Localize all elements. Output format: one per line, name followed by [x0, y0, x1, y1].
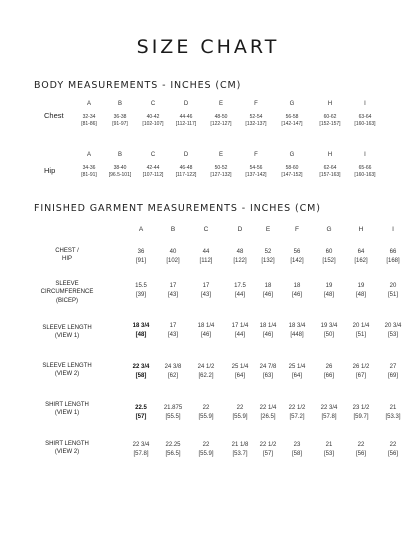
measurement-cell [201, 282, 211, 299]
measurement-cell [232, 322, 249, 339]
measurement-cell [133, 363, 150, 380]
measurement-inches: 58-60 [285, 165, 299, 171]
measurement-inches: 18 [293, 283, 301, 289]
garment-row-label-line: SLEEVE LENGTH [42, 325, 92, 331]
measurement-inches: 22 3/4 [132, 364, 150, 370]
measurement-cell [289, 322, 306, 339]
garment-measurements-heading: FINISHED GARMENT MEASUREMENTS - INCHES (CM) [34, 203, 321, 214]
measurement-inches: 46-48 [179, 165, 193, 171]
measurement-inches: 22.25 [165, 442, 181, 448]
measurement-inches: 56 [293, 249, 301, 255]
garment-row-label [32, 440, 102, 457]
measurement-inches: 54-56 [249, 165, 263, 171]
measurement-cell [81, 165, 97, 179]
measurement-cell [198, 441, 213, 458]
measurement-cm: [132-137] [245, 120, 267, 127]
measurement-cm: [62] [167, 372, 178, 379]
garment-row-label-line: SLEEVE LENGTH [42, 363, 92, 369]
size-letter: G [289, 152, 295, 158]
measurement-cell [281, 114, 302, 128]
measurement-inches: 22 1/2 [259, 442, 277, 448]
measurement-cell [385, 322, 402, 339]
measurement-inches: 20 1/4 [352, 323, 370, 329]
measurement-inches: 26 1/2 [352, 364, 370, 370]
measurement-cm: [64] [291, 372, 302, 379]
measurement-inches: 44 [202, 249, 210, 255]
measurement-inches: 27 [389, 364, 397, 370]
measurement-cell [232, 441, 249, 458]
measurement-cm: [53] [387, 331, 398, 338]
measurement-cell [142, 114, 163, 128]
measurement-cell [388, 363, 398, 380]
measurement-cm: [58] [135, 372, 147, 379]
size-letter: H [358, 226, 364, 233]
measurement-inches: 52-54 [249, 114, 263, 120]
garment-row-label [32, 362, 102, 379]
measurement-cell [388, 282, 398, 299]
measurement-inches: 22 [202, 405, 210, 411]
measurement-inches: 22 3/4 [132, 442, 150, 448]
measurement-cell [324, 282, 334, 299]
measurement-cm: [122-127] [210, 120, 232, 127]
garment-row-label [32, 280, 102, 305]
measurement-inches: 44-46 [179, 114, 193, 120]
measurement-cell [135, 282, 147, 299]
measurement-cell [166, 248, 179, 265]
measurement-cm: [55.9] [198, 413, 214, 420]
measurement-inches: 17.5 [234, 283, 246, 289]
measurement-cell [354, 165, 375, 179]
measurement-cm: [168] [386, 257, 400, 264]
size-letter: A [138, 226, 144, 233]
measurement-inches: 63-64 [358, 114, 372, 120]
measurement-cell [165, 363, 182, 380]
measurement-cell [81, 114, 97, 128]
measurement-inches: 34-36 [82, 165, 96, 171]
size-letter: C [150, 152, 156, 158]
measurement-cm: [157-163] [319, 171, 341, 178]
measurement-cm: [102-107] [142, 120, 164, 127]
measurement-cm: [160-163] [354, 120, 376, 127]
garment-row-label-line: CHEST / [55, 248, 79, 254]
measurement-cm: [43] [200, 291, 212, 298]
measurement-inches: 18 [264, 283, 272, 289]
measurement-inches: 22 1/4 [259, 405, 277, 411]
measurement-cell [233, 248, 246, 265]
measurement-cell [176, 114, 196, 128]
measurement-cell [289, 404, 306, 421]
measurement-cm: [96.5-101] [108, 171, 132, 178]
measurement-cell [324, 363, 334, 380]
size-letter: F [254, 101, 258, 107]
measurement-cell [260, 363, 277, 380]
measurement-cm: [46] [262, 291, 274, 298]
measurement-inches: 21.875 [163, 405, 183, 411]
measurement-cm: [46] [291, 291, 303, 298]
measurement-inches: 24 1/2 [197, 364, 215, 370]
measurement-inches: 25 1/4 [231, 364, 249, 370]
measurement-cm: [57.8] [321, 413, 337, 420]
measurement-inches: 22 [389, 442, 397, 448]
measurement-cell [321, 404, 338, 421]
measurement-inches: 18 1/4 [197, 323, 215, 329]
garment-row-label-line: (VIEW 1) [54, 333, 80, 340]
measurement-cm: [56.5] [165, 450, 181, 457]
measurement-cell [133, 441, 150, 458]
measurement-inches: 32-34 [82, 114, 96, 120]
measurement-inches: 22.5 [135, 405, 147, 411]
measurement-cell [353, 322, 370, 339]
measurement-cm: [55.9] [198, 450, 214, 457]
measurement-cell [176, 165, 197, 179]
measurement-cm: [448] [290, 331, 304, 338]
measurement-cell [353, 404, 370, 421]
size-letter: F [254, 152, 258, 158]
measurement-inches: 62-64 [323, 165, 337, 171]
size-letter: A [86, 101, 92, 107]
measurement-inches: 36-38 [113, 114, 127, 120]
measurement-cell [112, 114, 128, 128]
measurement-inches: 56-58 [285, 114, 299, 120]
measurement-cm: [127-132] [210, 171, 232, 178]
measurement-cell [210, 165, 231, 179]
measurement-cm: [117-122] [175, 171, 197, 178]
measurement-inches: 18 3/4 [288, 323, 306, 329]
measurement-inches: 21 1/8 [231, 442, 249, 448]
size-letter: B [170, 226, 176, 233]
garment-row-label [32, 324, 102, 341]
measurement-cell [292, 282, 302, 299]
measurement-cm: [43] [167, 291, 179, 298]
size-letter: C [150, 101, 156, 107]
body-row-label: Hip [44, 166, 56, 175]
measurement-inches: 48 [236, 249, 244, 255]
measurement-inches: 22 [236, 405, 244, 411]
measurement-cm: [39] [135, 291, 146, 298]
size-letter: D [183, 101, 189, 107]
size-letter: G [326, 226, 332, 233]
measurement-cm: [50] [323, 331, 334, 338]
measurement-inches: 25 1/4 [288, 364, 306, 370]
measurement-cell [260, 322, 277, 339]
measurement-cm: [56] [387, 450, 399, 457]
garment-row-label-line: SHIRT LENGTH [45, 441, 89, 447]
measurement-cell [324, 441, 334, 458]
measurement-cell [319, 114, 340, 128]
measurement-cell [200, 248, 213, 265]
measurement-cell [356, 282, 366, 299]
garment-row-label-line: (VIEW 2) [54, 449, 80, 456]
size-letter: C [203, 226, 209, 233]
measurement-cell [386, 248, 399, 265]
measurement-cell [290, 248, 303, 265]
measurement-inches: 17 1/4 [231, 323, 249, 329]
measurement-cm: [81-86] [81, 120, 97, 127]
garment-row-label-line: SHIRT LENGTH [45, 402, 89, 408]
garment-row-label-line: (BICEP) [55, 297, 78, 304]
measurement-cell [136, 248, 146, 265]
measurement-inches: 40 [169, 249, 177, 255]
measurement-cell [292, 441, 302, 458]
measurement-inches: 23 [293, 442, 301, 448]
measurement-cell [232, 363, 249, 380]
measurement-inches: 40-42 [146, 114, 160, 120]
page-title: SIZE CHART [136, 36, 280, 58]
measurement-inches: 50-52 [214, 165, 228, 171]
measurement-cm: [46] [262, 331, 273, 338]
measurement-cm: [48] [355, 291, 367, 298]
body-row-label: Chest [44, 111, 64, 120]
measurement-cm: [48] [135, 331, 147, 338]
measurement-cell [388, 441, 398, 458]
measurement-inches: 17 [202, 283, 210, 289]
measurement-cm: [51] [387, 291, 399, 298]
size-letter: G [289, 101, 295, 107]
measurement-cm: [147-152] [281, 171, 303, 178]
measurement-cm: [67] [355, 372, 366, 379]
measurement-cm: [57] [135, 413, 147, 420]
measurement-cm: [91-97] [112, 120, 128, 127]
measurement-inches: 22 [202, 442, 210, 448]
measurement-cm: [57] [262, 450, 273, 457]
measurement-cell [260, 441, 277, 458]
measurement-inches: 19 [357, 283, 365, 289]
measurement-cell [210, 114, 231, 128]
measurement-cm: [112-117] [175, 120, 197, 127]
measurement-cm: [55.9] [232, 413, 248, 420]
measurement-cell [319, 165, 340, 179]
measurement-cm: [43] [167, 331, 179, 338]
measurement-cm: [162] [354, 257, 368, 264]
measurement-cm: [57.2] [289, 413, 305, 420]
measurement-inches: 24 3/8 [164, 364, 182, 370]
measurement-cm: [26.5] [260, 413, 276, 420]
measurement-inches: 60 [325, 249, 333, 255]
size-letter: F [295, 226, 299, 233]
measurement-cell [321, 322, 338, 339]
size-letter: A [86, 152, 92, 158]
measurement-cm: [160-163] [354, 171, 376, 178]
measurement-inches: 22 1/2 [288, 405, 306, 411]
measurement-inches: 21 [325, 442, 333, 448]
measurement-cell [133, 322, 150, 339]
garment-row-label [32, 247, 102, 264]
measurement-cm: [53.7] [232, 450, 248, 457]
measurement-cm: [59.7] [353, 413, 369, 420]
size-letter: B [117, 152, 123, 158]
garment-row-label-line: (VIEW 1) [54, 410, 80, 417]
garment-row-label-line: (VIEW 2) [54, 371, 80, 378]
measurement-cm: [53.3] [385, 413, 401, 420]
measurement-inches: 19 [325, 283, 333, 289]
measurement-cm: [44] [234, 331, 245, 338]
measurement-cm: [58] [291, 450, 303, 457]
size-letter: I [392, 226, 394, 233]
measurement-inches: 24 7/8 [259, 364, 277, 370]
measurement-cell [165, 441, 180, 458]
measurement-cm: [122] [233, 257, 247, 264]
measurement-inches: 26 [325, 364, 333, 370]
measurement-cell [168, 282, 178, 299]
measurement-cm: [57.8] [133, 450, 149, 457]
measurement-cell [198, 322, 215, 339]
measurement-cm: [53] [323, 450, 335, 457]
garment-row-label-line: SLEEVE [55, 281, 79, 287]
measurement-inches: 64 [357, 249, 365, 255]
measurement-inches: 19 3/4 [320, 323, 338, 329]
size-letter: H [327, 152, 333, 158]
measurement-inches: 65-66 [358, 165, 372, 171]
measurement-inches: 23 1/2 [352, 405, 370, 411]
garment-row-label-line: CIRCUMFERENCE [40, 289, 94, 296]
measurement-inches: 36 [137, 249, 145, 255]
measurement-cm: [48] [323, 291, 335, 298]
measurement-cm: [66] [323, 372, 335, 379]
measurement-cm: [62.2] [198, 372, 214, 379]
measurement-inches: 18 3/4 [132, 323, 150, 329]
measurement-cell [109, 165, 132, 179]
measurement-inches: 15.5 [135, 283, 147, 289]
size-letter: D [183, 152, 189, 158]
measurement-cm: [51] [355, 331, 366, 338]
measurement-cm: [56] [355, 450, 367, 457]
measurement-cell [143, 165, 164, 179]
measurement-cm: [107-112] [142, 171, 164, 178]
measurement-cm: [102] [166, 257, 180, 264]
measurement-cm: [44] [234, 291, 245, 298]
measurement-cell [354, 114, 375, 128]
measurement-inches: 18 1/4 [259, 323, 277, 329]
measurement-inches: 38-40 [113, 165, 127, 171]
size-letter: B [117, 101, 123, 107]
measurement-cell [168, 322, 178, 339]
body-measurements-heading: BODY MEASUREMENTS - INCHES (CM) [34, 80, 242, 91]
measurement-cm: [81-91] [81, 171, 97, 178]
measurement-cell [198, 404, 213, 421]
measurement-cell [232, 404, 247, 421]
measurement-cm: [69] [387, 372, 399, 379]
measurement-inches: 17 [169, 283, 177, 289]
garment-row-label [32, 401, 102, 418]
measurement-cell [261, 248, 274, 265]
measurement-cell [198, 363, 215, 380]
size-letter: E [218, 101, 224, 107]
measurement-inches: 20 [389, 283, 397, 289]
measurement-cm: [137-142] [245, 171, 267, 178]
measurement-cm: [152] [322, 257, 336, 264]
measurement-cell [356, 441, 366, 458]
size-letter: H [327, 101, 333, 107]
measurement-cell [322, 248, 335, 265]
measurement-cell [260, 404, 277, 421]
measurement-inches: 22 3/4 [320, 405, 338, 411]
measurement-inches: 52 [264, 249, 272, 255]
size-letter: I [364, 152, 366, 158]
size-letter: D [237, 226, 243, 233]
measurement-cell [245, 114, 266, 128]
measurement-inches: 21 [389, 405, 397, 411]
measurement-cm: [91] [135, 257, 147, 264]
measurement-inches: 17 [169, 323, 177, 329]
measurement-cm: [55.5] [165, 413, 181, 420]
measurement-cell [164, 404, 182, 421]
measurement-cell [289, 363, 306, 380]
size-letter: E [218, 152, 224, 158]
measurement-inches: 66 [389, 249, 397, 255]
measurement-cm: [63] [262, 372, 273, 379]
measurement-cell [234, 282, 246, 299]
measurement-cell [354, 248, 367, 265]
measurement-cell [385, 404, 400, 421]
measurement-cm: [132] [261, 257, 275, 264]
measurement-cm: [142] [290, 257, 304, 264]
measurement-cell [281, 165, 302, 179]
size-letter: I [364, 101, 366, 107]
measurement-cm: [46] [200, 331, 211, 338]
measurement-cm: [152-157] [319, 120, 341, 127]
measurement-inches: 48-50 [214, 114, 228, 120]
measurement-cm: [112] [199, 257, 213, 264]
measurement-cell [245, 165, 266, 179]
measurement-cm: [142-147] [281, 120, 303, 127]
measurement-cell [135, 404, 147, 421]
measurement-cm: [64] [234, 372, 245, 379]
measurement-inches: 20 3/4 [384, 323, 402, 329]
measurement-inches: 22 [357, 442, 365, 448]
measurement-cell [263, 282, 273, 299]
measurement-inches: 60-62 [323, 114, 337, 120]
garment-row-label-line: HIP [61, 256, 72, 263]
measurement-cell [353, 363, 370, 380]
measurement-inches: 42-44 [146, 165, 160, 171]
size-letter: E [265, 226, 271, 233]
